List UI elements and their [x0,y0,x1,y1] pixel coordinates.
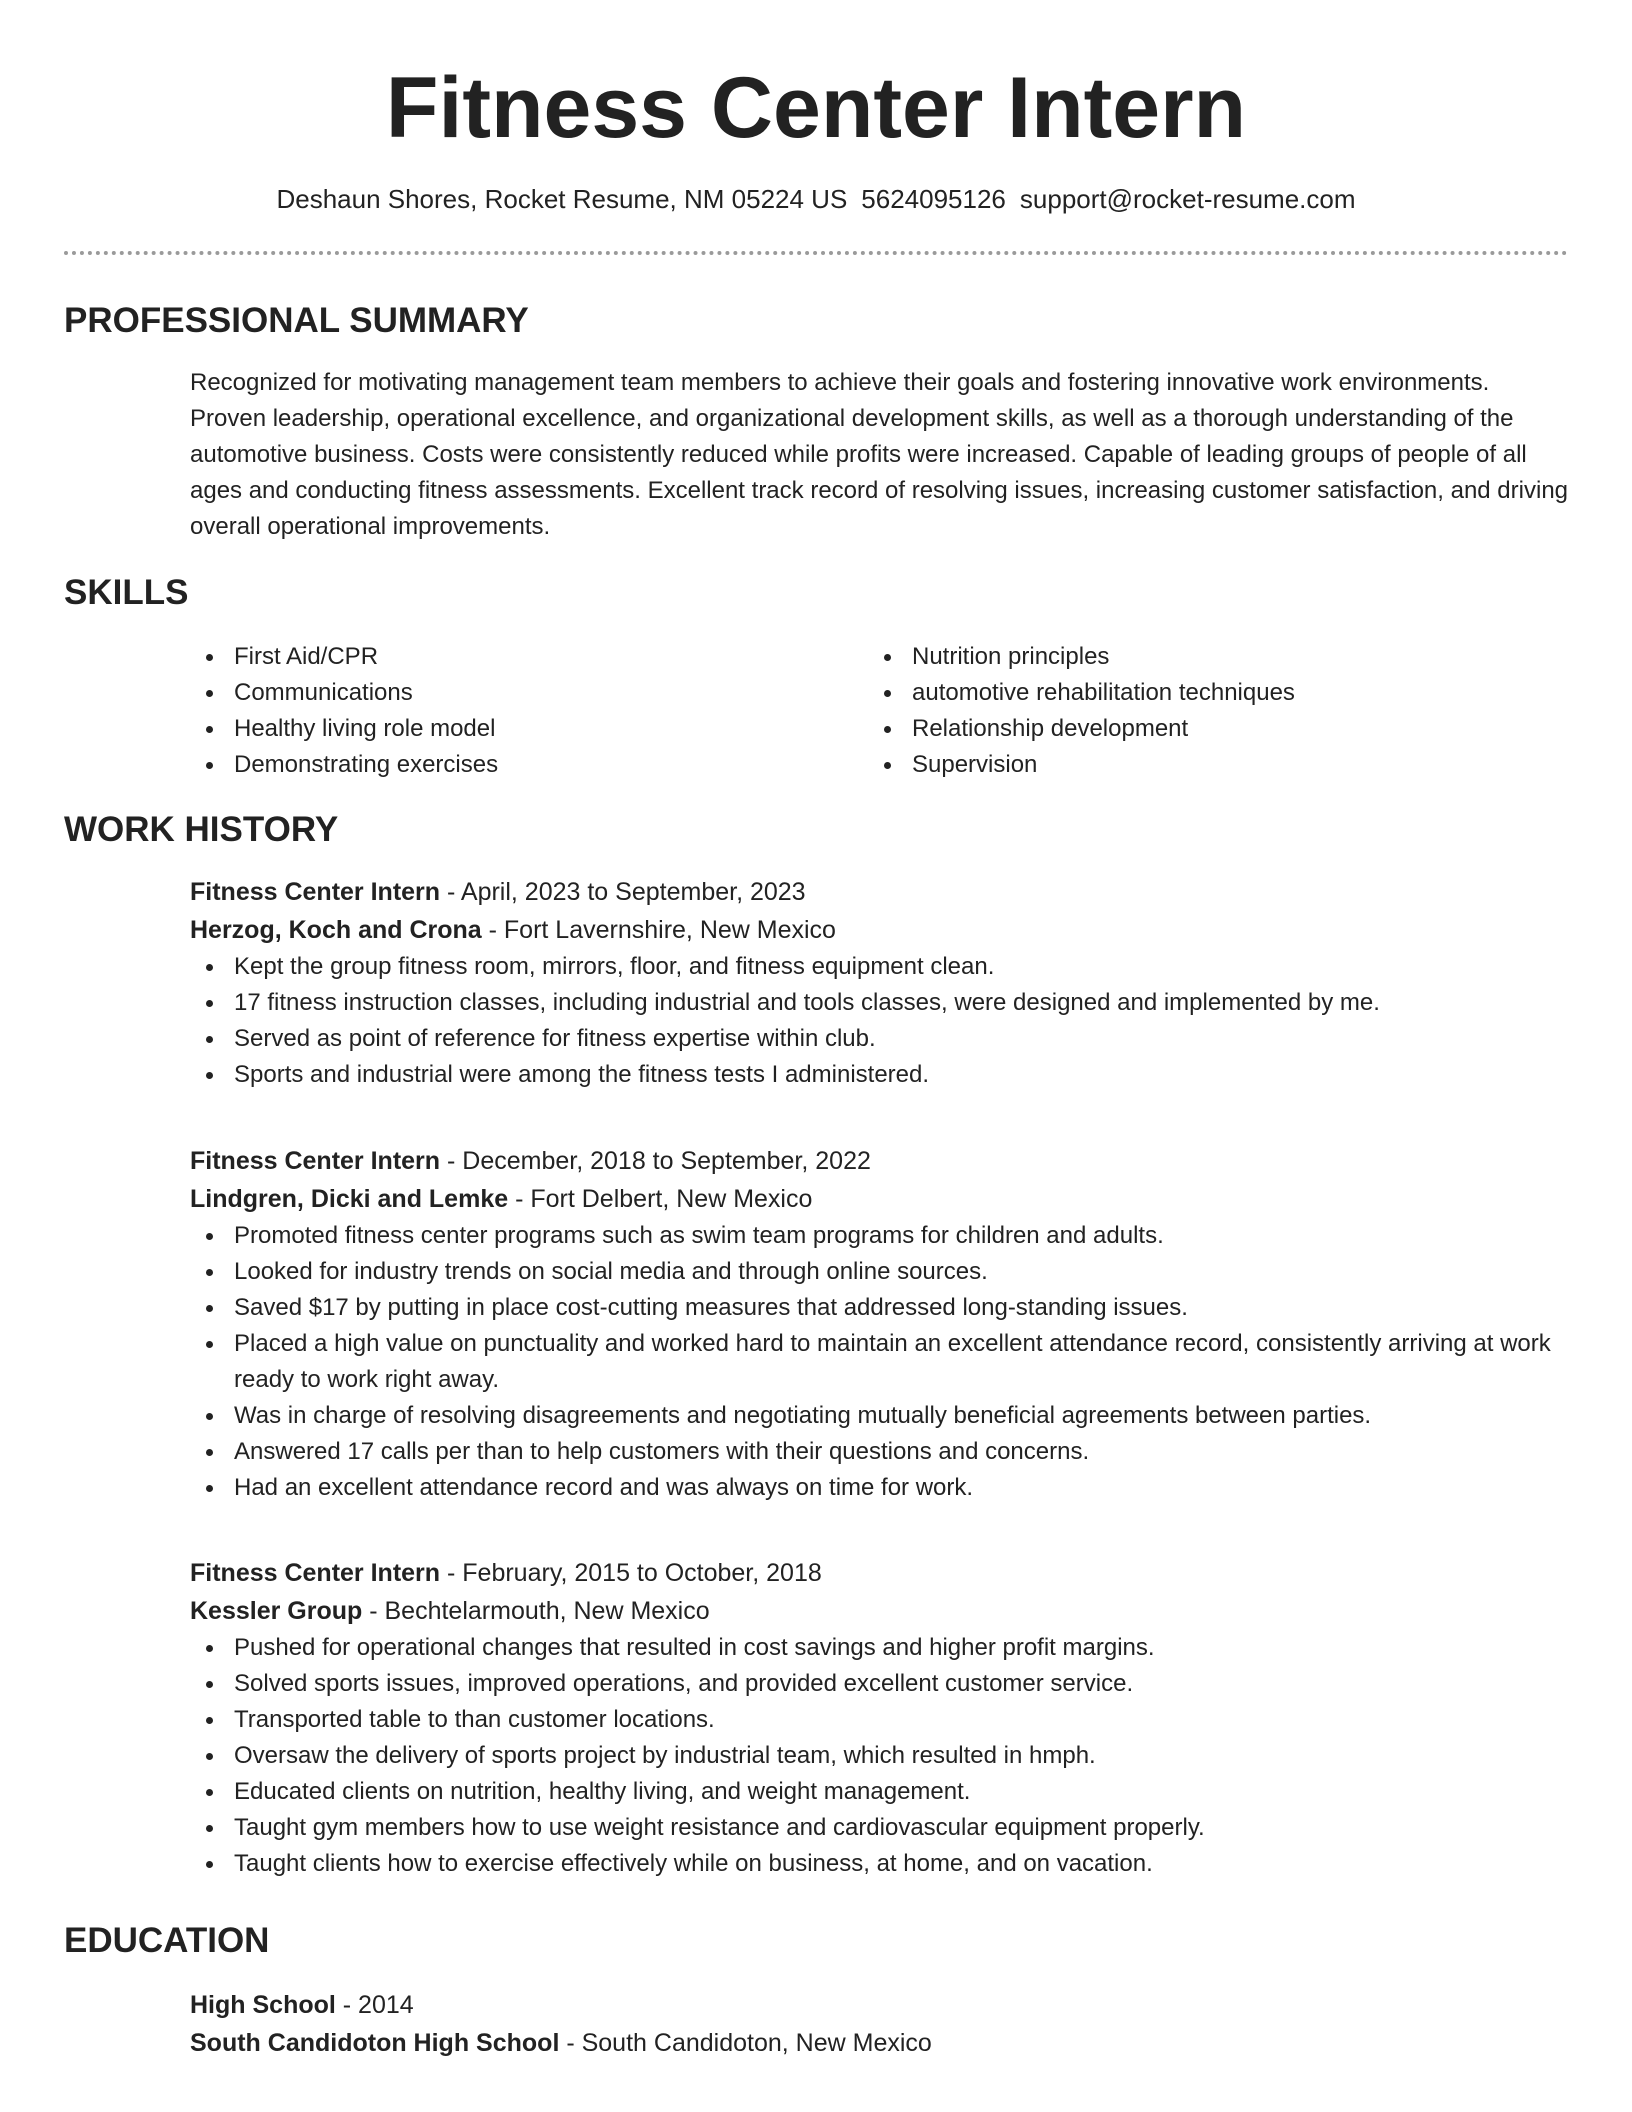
job-dates: - December, 2018 to September, 2022 [440,1147,871,1175]
job-title-line [190,873,1570,911]
job-entry [190,873,1570,1093]
job-company-line [190,1180,1570,1218]
contact-email: support@rocket-resume.com [1019,184,1356,214]
skill-item: Demonstrating exercises [234,747,850,783]
education-entry [190,1986,1570,2062]
summary-heading: PROFESSIONAL SUMMARY [64,301,529,340]
job-bullet: Served as point of reference for fitness expertise within club. [234,1021,1570,1057]
skill-item: First Aid/CPR [234,639,850,675]
job-company-line [190,911,1570,949]
job-dates: - February, 2015 to October, 2018 [440,1559,822,1587]
job-bullet: Transported table to than customer locations. [234,1702,1570,1738]
skill-item: Relationship development [912,711,1528,747]
education-location: - South Candidoton, New Mexico [559,2029,932,2057]
job-bullet: Answered 17 calls per than to help customers with their questions and concerns. [234,1434,1570,1470]
summary-text: Recognized for motivating management team members to achieve their goals and fostering innovative work environments. Proven leadership, operational excellence, and organizational development skills, as well as a thorough understanding of the automotive business. Costs were consistently reduced while profits were increased. Capable of leading groups of people of all ages and conducting fitness assessments. Excellent track record of resolving issues, increasing customer satisfaction, and driving overall operational improvements. [190,369,1569,540]
job-title-line [190,1142,1570,1180]
skill-item: Nutrition principles [912,639,1528,675]
job-bullet: Educated clients on nutrition, healthy living, and weight management. [234,1774,1570,1810]
contact-phone: 5624095126 [861,184,1006,214]
job-bullet: Solved sports issues, improved operations, and provided excellent customer service. [234,1666,1570,1702]
job-bullets [190,1218,1570,1506]
skill-item: Communications [234,675,850,711]
job-bullet: Looked for industry trends on social media and through online sources. [234,1254,1570,1290]
job-bullets [190,949,1570,1093]
education-degree: High School [190,1991,336,2019]
education-year: - 2014 [335,1991,414,2019]
job-company: Lindgren, Dicki and Lemke [190,1185,509,1213]
education-heading: EDUCATION [64,1921,270,1960]
skills-heading: SKILLS [64,573,189,612]
header-divider [64,251,1568,255]
job-entry [190,1142,1570,1506]
job-bullets [190,1630,1570,1882]
contact-line [0,182,1632,216]
skill-item: Supervision [912,747,1528,783]
job-bullet: Pushed for operational changes that resulted in cost savings and higher profit margins. [234,1630,1570,1666]
job-location: - Bechtelarmouth, New Mexico [362,1597,710,1625]
resume-title: Fitness Center Intern [385,60,1247,156]
job-title-line [190,1554,1570,1592]
job-location: - Fort Lavernshire, New Mexico [481,916,836,944]
skill-item: automotive rehabilitation techniques [912,675,1528,711]
job-bullet: Oversaw the delivery of sports project by industrial team, which resulted in hmph. [234,1738,1570,1774]
job-bullet: Promoted fitness center programs such as swim team programs for children and adults. [234,1218,1570,1254]
job-company-line [190,1592,1570,1630]
skill-item: Healthy living role model [234,711,850,747]
job-company: Kessler Group [190,1597,363,1625]
education-degree-line [190,1986,1570,2024]
job-bullet: Placed a high value on punctuality and worked hard to maintain an excellent attendance record, consistently arriving at work ready to work right away. [234,1326,1570,1398]
job-bullet: Sports and industrial were among the fitness tests I administered. [234,1057,1570,1093]
job-bullet: Saved $17 by putting in place cost-cutting measures that addressed long-standing issues. [234,1290,1570,1326]
job-title: Fitness Center Intern [190,878,441,906]
job-title: Fitness Center Intern [190,1559,441,1587]
job-title: Fitness Center Intern [190,1147,441,1175]
skills-column-right [868,639,1528,783]
job-entry [190,1554,1570,1882]
job-bullet: 17 fitness instruction classes, including industrial and tools classes, were designed and implemented by me. [234,985,1570,1021]
job-bullet: Taught clients how to exercise effectively while on business, at home, and on vacation. [234,1846,1570,1882]
education-school: South Candidoton High School [190,2029,560,2057]
job-bullet: Was in charge of resolving disagreements and negotiating mutually beneficial agreements between parties. [234,1398,1570,1434]
education-school-line [190,2024,1570,2062]
skills-column-left [190,639,850,783]
job-bullet: Taught gym members how to use weight resistance and cardiovascular equipment properly. [234,1810,1570,1846]
job-company: Herzog, Koch and Crona [190,916,482,944]
job-location: - Fort Delbert, New Mexico [508,1185,813,1213]
contact-address: Deshaun Shores, Rocket Resume, NM 05224 US [276,184,848,214]
job-bullet: Kept the group fitness room, mirrors, floor, and fitness equipment clean. [234,949,1570,985]
job-dates: - April, 2023 to September, 2023 [440,878,806,906]
job-bullet: Had an excellent attendance record and was always on time for work. [234,1470,1570,1506]
work-history-heading: WORK HISTORY [64,810,339,849]
